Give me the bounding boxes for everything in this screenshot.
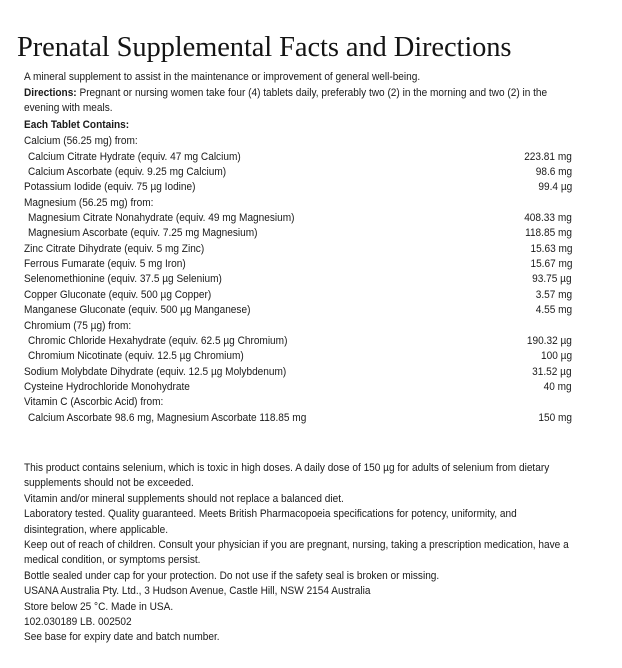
ingredient-row xyxy=(24,288,572,303)
ingredient-name xyxy=(24,150,424,165)
ingredient-row xyxy=(24,395,572,410)
ingredient-name-text: Chromic Chloride Hexahydrate (equiv. 62.5 µg Chromium) xyxy=(28,334,288,347)
ingredient-row xyxy=(24,365,572,380)
ingredient-row xyxy=(24,150,572,165)
notice-line xyxy=(24,538,576,569)
intro-text xyxy=(24,70,572,85)
ingredient-name xyxy=(24,334,424,349)
notice-text: See base for expiry date and batch number. xyxy=(24,631,220,644)
notice-text: USANA Australia Pty. Ltd., 3 Hudson Avenue, Castle Hill, NSW 2154 Australia xyxy=(24,585,371,598)
notice-line xyxy=(24,569,576,584)
ingredient-name xyxy=(24,257,424,272)
ingredient-amount xyxy=(424,196,572,211)
ingredient-name-text: Magnesium (56.25 mg) from: xyxy=(24,196,154,209)
ingredient-amount xyxy=(424,334,572,349)
ingredient-name-text: Magnesium Citrate Nonahydrate (equiv. 49 mg Magnesium) xyxy=(28,212,295,225)
ingredient-amount-text: 3.57 mg xyxy=(535,288,572,301)
ingredient-name-text: Potassium Iodide (equiv. 75 µg Iodine) xyxy=(24,181,196,194)
ingredient-name-text: Chromium Nicotinate (equiv. 12.5 µg Chromium) xyxy=(28,350,244,363)
ingredient-amount xyxy=(424,242,572,257)
ingredient-name xyxy=(24,319,424,334)
ingredient-amount-text: 100 µg xyxy=(540,350,572,363)
ingredient-name xyxy=(24,395,424,410)
ingredient-row xyxy=(24,180,572,195)
notice-text: Keep out of reach of children. Consult your physician if you are pregnant, nursing, taking a prescription medication, have a medical condition, or symptoms persist. xyxy=(24,539,569,567)
ingredient-name-text: Zinc Citrate Dihydrate (equiv. 5 mg Zinc) xyxy=(24,242,205,255)
ingredient-name xyxy=(24,288,424,303)
ingredient-name-text: Copper Gluconate (equiv. 500 µg Copper) xyxy=(24,288,212,301)
ingredient-name-text: Sodium Molybdate Dihydrate (equiv. 12.5 µg Molybdenum) xyxy=(24,365,287,378)
ingredient-name xyxy=(24,180,424,195)
ingredient-row xyxy=(24,165,572,180)
ingredient-name xyxy=(24,242,424,257)
notice-text: Store below 25 °C. Made in USA. xyxy=(24,600,174,613)
ingredient-row xyxy=(24,211,572,226)
directions-label: Directions: xyxy=(24,86,77,99)
ingredients-table xyxy=(24,134,572,426)
ingredient-name xyxy=(24,411,424,426)
ingredient-name-text: Vitamin C (Ascorbic Acid) from: xyxy=(24,396,164,409)
ingredient-amount-text: 118.85 mg xyxy=(525,227,572,240)
notice-line xyxy=(24,492,576,507)
ingredient-amount-text: 223.81 mg xyxy=(524,150,572,163)
ingredient-row xyxy=(24,349,572,364)
ingredient-name-text: Ferrous Fumarate (equiv. 5 mg Iron) xyxy=(24,258,186,271)
notices-block xyxy=(24,461,576,646)
ingredient-name xyxy=(24,380,424,395)
ingredient-row xyxy=(24,242,572,257)
ingredient-name xyxy=(24,211,424,226)
ingredient-row xyxy=(24,334,572,349)
ingredient-amount xyxy=(424,395,572,410)
each-tablet-heading: Each Tablet Contains: xyxy=(24,118,130,131)
ingredient-amount xyxy=(424,211,572,226)
ingredient-name xyxy=(24,303,424,318)
ingredient-amount xyxy=(424,365,572,380)
ingredient-amount xyxy=(424,303,572,318)
ingredient-row xyxy=(24,319,572,334)
directions-text: Pregnant or nursing women take four (4) tablets daily, preferably two (2) in the morning and two (2) in the evening with meals. xyxy=(24,86,548,115)
ingredient-amount xyxy=(424,288,572,303)
ingredient-amount-text: 4.55 mg xyxy=(535,304,572,317)
ingredient-amount-text: 93.75 µg xyxy=(532,273,572,286)
ingredients-table-body xyxy=(24,134,572,426)
ingredient-amount-text: 40 mg xyxy=(543,380,572,393)
ingredient-name-text: Calcium Citrate Hydrate (equiv. 47 mg Calcium) xyxy=(28,150,241,163)
ingredient-name-text: Calcium (56.25 mg) from: xyxy=(24,135,138,148)
product-description-block xyxy=(24,70,572,426)
ingredient-name-text: Magnesium Ascorbate (equiv. 7.25 mg Magnesium) xyxy=(28,227,258,240)
notice-line xyxy=(24,600,576,615)
ingredient-row xyxy=(24,134,572,149)
ingredient-amount xyxy=(424,272,572,287)
ingredient-row xyxy=(24,380,572,395)
notice-line xyxy=(24,584,576,599)
ingredient-amount-text: 190.32 µg xyxy=(526,334,572,347)
ingredient-amount xyxy=(424,180,572,195)
ingredient-amount xyxy=(424,226,572,241)
ingredient-amount-text: 98.6 mg xyxy=(535,166,572,179)
ingredient-amount-text: 15.63 mg xyxy=(529,242,572,255)
notice-text: This product contains selenium, which is toxic in high doses. A daily dose of 150 µg for adults of selenium from dietary supplements should not be exceeded. xyxy=(24,462,550,490)
ingredient-amount xyxy=(424,150,572,165)
notice-text: Vitamin and/or mineral supplements should not replace a balanced diet. xyxy=(24,492,344,505)
ingredient-name-text: Selenomethionine (equiv. 37.5 µg Selenium) xyxy=(24,273,222,286)
ingredient-name-text: Calcium Ascorbate 98.6 mg, Magnesium Ascorbate 118.85 mg xyxy=(28,411,307,424)
directions-paragraph xyxy=(24,86,572,117)
ingredient-name-text: Chromium (75 µg) from: xyxy=(24,319,132,332)
notice-line xyxy=(24,461,576,492)
ingredient-amount-text: 408.33 mg xyxy=(524,212,572,225)
ingredient-amount xyxy=(424,257,572,272)
ingredient-row xyxy=(24,196,572,211)
ingredient-amount-text: 99.4 µg xyxy=(538,181,572,194)
notice-line xyxy=(24,615,576,630)
notice-line xyxy=(24,630,576,645)
page-title: Prenatal Supplemental Facts and Directions xyxy=(17,32,512,64)
ingredient-row xyxy=(24,272,572,287)
ingredient-row xyxy=(24,257,572,272)
ingredient-amount xyxy=(424,349,572,364)
ingredient-row xyxy=(24,226,572,241)
notice-text: Laboratory tested. Quality guaranteed. Meets British Pharmacopoeia specifications for potency, uniformity, and disintegration, where applicable. xyxy=(24,508,517,536)
ingredient-amount-text: 15.67 mg xyxy=(529,258,572,271)
ingredient-row xyxy=(24,411,572,426)
ingredient-amount xyxy=(424,165,572,180)
ingredient-name-text: Calcium Ascorbate (equiv. 9.25 mg Calcium) xyxy=(28,166,227,179)
ingredient-name xyxy=(24,272,424,287)
ingredient-amount-text: 31.52 µg xyxy=(532,365,572,378)
ingredient-name xyxy=(24,349,424,364)
ingredient-name xyxy=(24,165,424,180)
ingredient-amount xyxy=(424,319,572,334)
notice-text: Bottle sealed under cap for your protection. Do not use if the safety seal is broken or missing. xyxy=(24,569,440,582)
ingredient-amount-text: 150 mg xyxy=(538,411,572,424)
ingredient-name xyxy=(24,134,424,149)
ingredient-amount xyxy=(424,411,572,426)
ingredient-name-text: Manganese Gluconate (equiv. 500 µg Manganese) xyxy=(24,304,251,317)
ingredient-name xyxy=(24,196,424,211)
ingredient-name-text: Cysteine Hydrochloride Monohydrate xyxy=(24,380,190,393)
ingredient-name xyxy=(24,365,424,380)
notice-line xyxy=(24,507,576,538)
intro-text-value: A mineral supplement to assist in the maintenance or improvement of general well-being. xyxy=(24,71,421,83)
ingredient-amount xyxy=(424,380,572,395)
ingredient-name xyxy=(24,226,424,241)
ingredient-row xyxy=(24,303,572,318)
notice-text: 102.030189 LB. 002502 xyxy=(24,616,132,629)
ingredient-amount xyxy=(424,134,572,149)
